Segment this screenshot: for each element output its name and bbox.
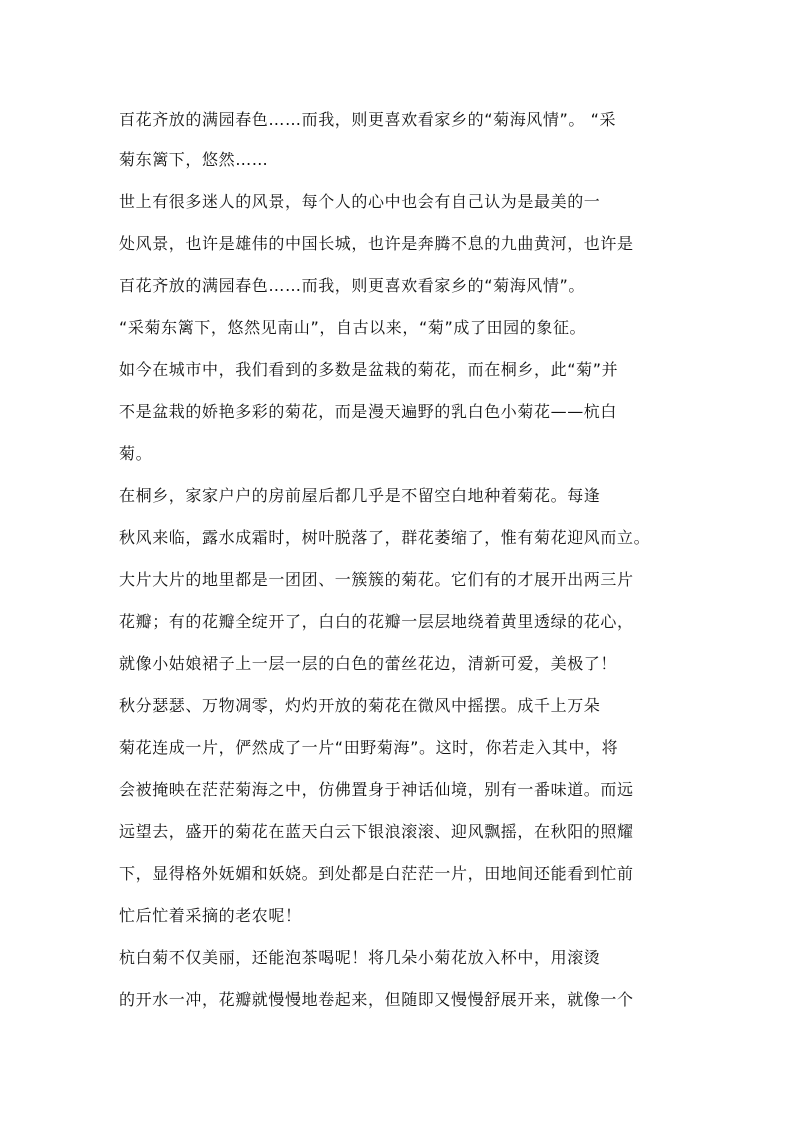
text-line: 如今在城市中，我们看到的多数是盆栽的菊花，而在桐乡，此“菊”并 bbox=[119, 360, 619, 379]
text-line: 在桐乡，家家户户的房前屋后都几乎是不留空白地种着菊花。每逢 bbox=[119, 486, 601, 505]
text-line: “采菊东篱下，悠然见南山”，自古以来，“菊”成了田园的象征。 bbox=[119, 318, 587, 337]
text-line: 远望去，盛开的菊花在蓝天白云下银浪滚滚、迎风飘摇，在秋阳的照耀 bbox=[119, 822, 634, 841]
text-line: 杭白菊不仅美丽，还能泡茶喝呢！将几朵小菊花放入杯中，用滚烫 bbox=[119, 948, 601, 967]
text-line: 菊。 bbox=[119, 444, 153, 463]
text-line: 世上有很多迷人的风景，每个人的心中也会有自己认为是最美的一 bbox=[119, 192, 601, 211]
text-line: 花瓣；有的花瓣全绽开了，白白的花瓣一层层地绕着黄里透绿的花心， bbox=[119, 612, 634, 631]
text-line: 会被掩映在茫茫菊海之中，仿佛置身于神话仙境，别有一番味道。而远 bbox=[119, 780, 634, 799]
text-line: 大片大片的地里都是一团团、一簇簇的菊花。它们有的才展开出两三片 bbox=[119, 570, 634, 589]
text-line: 处风景，也许是雄伟的中国长城，也许是奔腾不息的九曲黄河，也许是 bbox=[119, 234, 634, 253]
text-line: 百花齐放的满园春色……而我，则更喜欢看家乡的“菊海风情”。 “采 bbox=[119, 110, 617, 129]
text-line: 百花齐放的满园春色……而我，则更喜欢看家乡的“菊海风情”。 bbox=[119, 276, 585, 295]
text-line: 秋分瑟瑟、万物凋零，灼灼开放的菊花在微风中摇摆。成千上万朵 bbox=[119, 696, 601, 715]
text-line: 的开水一冲，花瓣就慢慢地卷起来，但随即又慢慢舒展开来，就像一个 bbox=[119, 990, 634, 1009]
text-line: 不是盆栽的娇艳多彩的菊花，而是漫天遍野的乳白色小菊花——杭白 bbox=[119, 402, 618, 421]
text-line: 就像小姑娘裙子上一层一层的白色的蕾丝花边，清新可爱，美极了！ bbox=[119, 654, 618, 673]
text-line: 忙后忙着采摘的老农呢！ bbox=[119, 906, 302, 925]
text-line: 下，显得格外妩媚和妖娆。到处都是白茫茫一片，田地间还能看到忙前 bbox=[119, 864, 634, 883]
text-line: 秋风来临，露水成霜时，树叶脱落了，群花萎缩了，惟有菊花迎风而立。 bbox=[119, 528, 651, 547]
text-line: 菊东篱下，悠然…… bbox=[119, 150, 269, 169]
text-line: 菊花连成一片，俨然成了一片“田野菊海”。这时，你若走入其中，将 bbox=[119, 738, 619, 757]
